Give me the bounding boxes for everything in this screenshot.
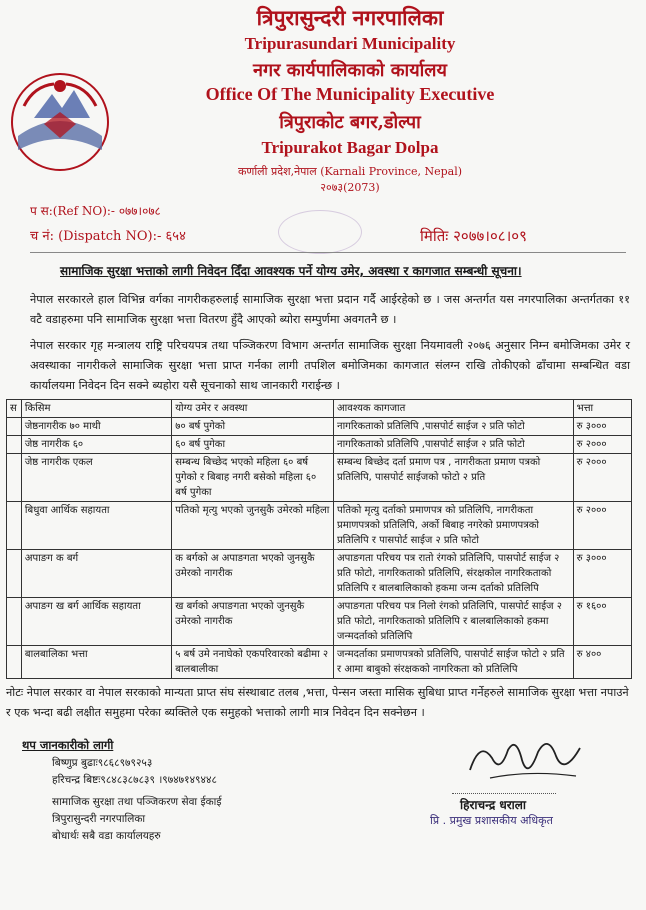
contact-line: बिष्णुप्र बुढाः९८६८९७९२५३ bbox=[52, 757, 153, 769]
table-row bbox=[7, 598, 632, 646]
signature-line bbox=[452, 793, 556, 794]
office-name-english: Office Of The Municipality Executive bbox=[205, 84, 495, 104]
province-line: कर्णाली प्रदेश,नेपाल (Karnali Province, Nepal) bbox=[237, 165, 463, 178]
intro-paragraph: नेपाल सरकारले हाल विभिन्न वर्गका नागरीकहरुलाई सामाजिक सुरक्षा भत्ता प्रदान गर्दै आईरहेको छ । जस अन्तर्गत यस नगरपालिका अन्तर्गतका ११ वटै वडाहरुमा पनि सामाजिक सुरक्षा भत्ता वितरण हुँदै आएको ब्योरा सम्पुर्णमा अवगतनै छ । bbox=[30, 293, 630, 326]
cell-documents: सम्बन्ध बिच्छेद दर्ता प्रमाण पत्र , नागरीकता प्रमाण पत्रको प्रतिलिपि, पासपोर्ट साईजको फोटो २ प्रति bbox=[334, 454, 574, 502]
address-nepali: त्रिपुराकोट बगर,डोल्पा bbox=[279, 112, 421, 133]
cell-allowance: रु २००० bbox=[573, 502, 631, 550]
municipality-name-english: Tripurasundari Municipality bbox=[244, 34, 456, 53]
office-stamp bbox=[278, 210, 362, 254]
table-row bbox=[7, 436, 632, 454]
contact-line: त्रिपुरासुन्दरी नगरपालिका bbox=[52, 813, 146, 825]
signatory-name: हिराचन्द्र धराला bbox=[460, 798, 527, 812]
date-label: मितिः bbox=[420, 227, 449, 245]
cell-eligibility: ७० बर्ष पुगेको bbox=[172, 418, 334, 436]
col-header-eligibility: योग्य उमेर र अवस्था bbox=[172, 400, 334, 418]
note-paragraph: नोटः नेपाल सरकार वा नेपाल सरकाको मान्यता प्राप्त संघ संस्थाबाट तलब ,भत्ता, पेन्सन जस्ता मासिक सुबिधा प्राप्त गर्नेहरुले सामाजिक सुरक्षा भत्ता नपाउने र एक भन्दा बढी लक्षीत समुहमा परेका ब्यक्तिले एक समुहको भत्ताको लागी मात्र निवेदन दिन सक्नेछन । bbox=[6, 686, 629, 719]
reference-number bbox=[30, 202, 161, 219]
cell-type: बिधुवा आर्थिक सहायता bbox=[21, 502, 171, 550]
date bbox=[420, 226, 527, 246]
cell-allowance: रु १६०० bbox=[573, 598, 631, 646]
cell-type: अपाङग ख बर्ग आर्थिक सहायता bbox=[21, 598, 171, 646]
ref-label: प स:(Ref NO):- bbox=[30, 204, 115, 218]
col-header-allowance: भत्ता bbox=[573, 400, 631, 418]
cell-serial bbox=[7, 418, 22, 436]
table-row bbox=[7, 418, 632, 436]
cell-allowance: रु ४०० bbox=[573, 646, 631, 679]
contact-line: सामाजिक सुरक्षा तथा पञ्जिकरण सेवा ईकाई bbox=[52, 796, 222, 808]
contact-line: हरिचन्द्र बिष्टः९८४८३८७८३९ ।९७४७१४९४४८ bbox=[52, 774, 217, 786]
cell-documents: नागरिकताको प्रतिलिपि ,पासपोर्ट साईज २ प्रति फोटो bbox=[334, 436, 574, 454]
handwritten-signature bbox=[460, 730, 590, 790]
cell-documents: अपाङगता परिचय पत्र निलो रंगको प्रतिलिपि, पासपोर्ट साईज २ प्रति फोटो, नागरिकताको प्रतिलिपि र बालबालिकाको हकमा जन्मदर्ताको प्रतिलिपि bbox=[334, 598, 574, 646]
allowance-table bbox=[6, 399, 632, 679]
cell-type: जेष्ठ नागरीक एकल bbox=[21, 454, 171, 502]
table-row bbox=[7, 454, 632, 502]
cell-serial bbox=[7, 502, 22, 550]
cell-serial bbox=[7, 454, 22, 502]
col-header-serial: स bbox=[7, 400, 22, 418]
office-name-nepali: नगर कार्यपालिकाको कार्यालय bbox=[253, 60, 447, 81]
cell-serial bbox=[7, 646, 22, 679]
table-row bbox=[7, 550, 632, 598]
table-row bbox=[7, 646, 632, 679]
cell-documents: अपाङगता परिचय पत्र रातो रंगको प्रतिलिपि, पासपोर्ट साईज २ प्रति फोटो, नागरिकताको प्रतिलिपि, संरक्षकोल नागरिकताको प्रतिलिपि र बालबालिकाको हकमा जन्म दर्ताको प्रतिलिपि bbox=[334, 550, 574, 598]
established-year: २०७३(2073) bbox=[320, 181, 380, 194]
contact-line: बोधार्थः सबै वडा कार्यालयहरु bbox=[52, 830, 161, 842]
cell-type: जेष्ठ नागरीक ६० bbox=[21, 436, 171, 454]
divider bbox=[30, 252, 626, 253]
dispatch-label: च नं: (Dispatch NO):- bbox=[30, 229, 162, 244]
cell-eligibility: ६० बर्ष पुगेका bbox=[172, 436, 334, 454]
cell-serial bbox=[7, 598, 22, 646]
instruction-paragraph: नेपाल सरकार गृह मन्त्रालय राष्ट्रि परिचयपत्र तथा पञ्जिकरण विभाग अन्तर्गत सामाजिक सुरक्षा नियमावली २०७६ अनुसार निम्न बमोजिमका उमेर र अवस्थाका नागरीकले सामाजिक सुरक्षा भत्ता प्राप्त गर्नका लागी तपशिल बमोजिमका कागजात संलग्न राखि तोकीएको ढाँचामा सम्बन्धित वडा कार्यालयमा निवेदन दिन सक्ने ब्यहोरा यसै सूचनाको साथ जानकारी गराईन्छ । bbox=[30, 339, 630, 392]
cell-eligibility: पतिको मृत्यु भएको जुनसुकै उमेरको महिला bbox=[172, 502, 334, 550]
date-value: २०७७।०८।०९ bbox=[453, 227, 527, 245]
cell-allowance: रु ३००० bbox=[573, 550, 631, 598]
cell-allowance: रु २००० bbox=[573, 454, 631, 502]
signatory-title: प्रि . प्रमुख प्रशासकीय अधिकृत bbox=[430, 814, 553, 827]
cell-serial bbox=[7, 436, 22, 454]
cell-eligibility: ५ बर्ष उमे ननाघेको एकपरिवारको बढीमा २ बालबालीका bbox=[172, 646, 334, 679]
col-header-type: किसिम bbox=[21, 400, 171, 418]
municipality-name-nepali: त्रिपुरासुन्दरी नगरपालिका bbox=[256, 5, 444, 30]
government-emblem-icon bbox=[4, 66, 116, 176]
contact-title: थप जानकारीको लागी bbox=[22, 738, 114, 752]
cell-documents: जन्मदर्ताका प्रमाणपत्रको प्रतिलिपि, पासपोर्ट साईज फोटो २ प्रति र आमा बाबुको संरक्षकको नागरिकता को प्रतिलिपि bbox=[334, 646, 574, 679]
cell-documents: नागरिकताको प्रतिलिपि ,पासपोर्ट साईज २ प्रति फोटो bbox=[334, 418, 574, 436]
cell-type: अपाङग क बर्ग bbox=[21, 550, 171, 598]
cell-eligibility: क बर्गको अ अपाङगता भएको जुनसुकै उमेरको नागरीक bbox=[172, 550, 334, 598]
cell-type: जेष्ठनागरीक ७० माथी bbox=[21, 418, 171, 436]
table-row bbox=[7, 502, 632, 550]
cell-allowance: रु २००० bbox=[573, 436, 631, 454]
cell-eligibility: ख बर्गको अपाङगता भएको जुनसुकै उमेरको नागरीक bbox=[172, 598, 334, 646]
dispatch-value: ६५४ bbox=[165, 229, 186, 244]
cell-type: बालबालिका भत्ता bbox=[21, 646, 171, 679]
ref-value: ०७७।०७८ bbox=[118, 204, 161, 218]
address-english: Tripurakot Bagar Dolpa bbox=[261, 138, 439, 157]
cell-serial bbox=[7, 550, 22, 598]
table-header-row bbox=[7, 400, 632, 418]
cell-allowance: रु ३००० bbox=[573, 418, 631, 436]
cell-documents: पतिको मृत्यु दर्ताको प्रमाणपत्र को प्रतिलिपि, नागरीकता प्रमाणपत्रको प्रतिलिपि, अर्को बिबाह नगरेको प्रमाणपत्रको प्रतिलिपि र पासपोर्ट साईज २ प्रति फोटो bbox=[334, 502, 574, 550]
col-header-documents: आवश्यक कागजात bbox=[334, 400, 574, 418]
cell-eligibility: सम्बन्ध बिच्छेद भएको महिला ६० बर्ष पुगेको र बिबाह नगरी बसेको महिला ६० बर्ष पुगेका bbox=[172, 454, 334, 502]
notice-subject: सामाजिक सुरक्षा भत्ताको लागी निवेदन दिँदा आवश्यक पर्ने योग्य उमेर, अवस्था र कागजात सम्बन्धी सूचना। bbox=[60, 264, 522, 278]
dispatch-number bbox=[30, 226, 186, 244]
